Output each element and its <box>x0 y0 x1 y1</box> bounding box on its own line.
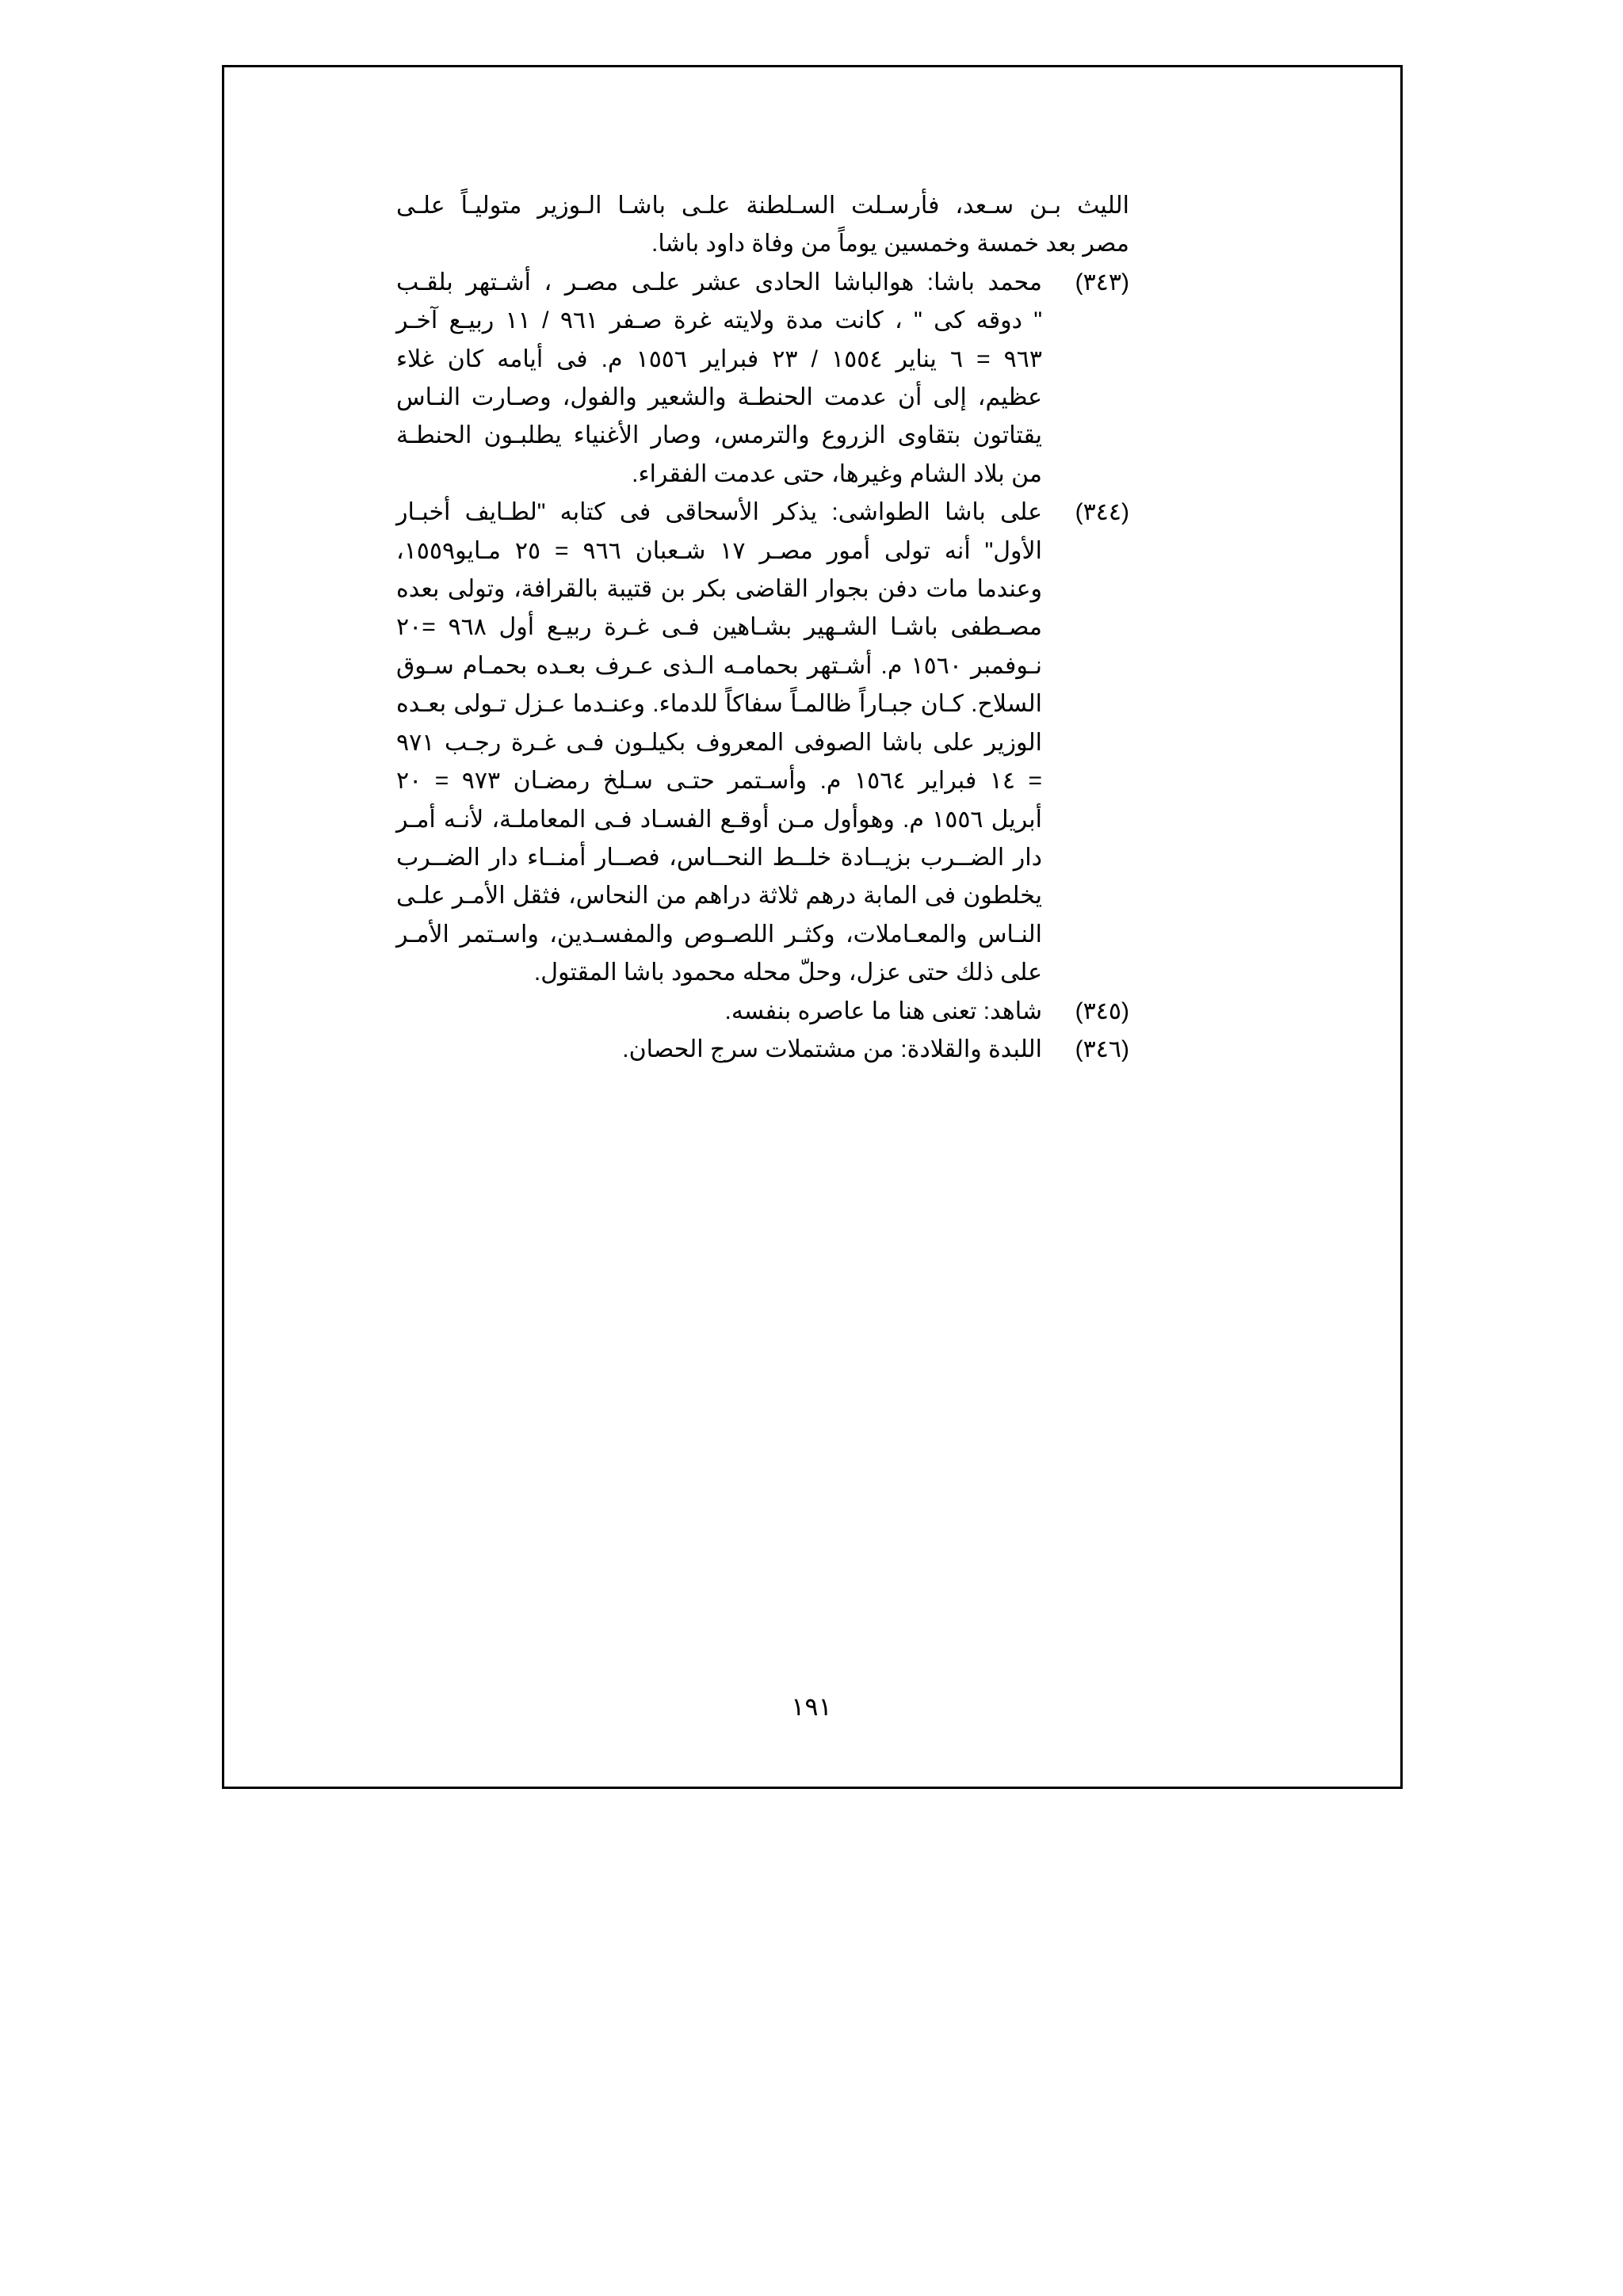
footnote-line: يقتاتون بتقاوى الزروع والترمس، وصار الأغنياء يطلبـون الحنطـة <box>396 422 1043 449</box>
footnote-line: دار الضــرب بزيــادة خلــط النحــاس، فصــار أمنــاء دار الضــرب <box>396 844 1042 871</box>
footnote-line: عظيم، إلى أن عدمت الحنطـة والشعير والفول، وصـارت النـاس <box>396 384 1042 411</box>
page-number: ١٩١ <box>791 1692 832 1721</box>
footnote-line: النـاس والمعـاملات، وكثـر اللصـوص والمفسـدين، واسـتمر الأمـر <box>396 921 1042 948</box>
footnote-line: ٩٦٣ = ٦ يناير ١٥٥٤ / ٢٣ فبراير ١٥٥٦ م. فى أيامه كان غلاء <box>396 345 1042 372</box>
footnote-line: اللبدة والقلادة: من مشتملات سرج الحصان. <box>622 1035 1042 1062</box>
footnote-number: (٣٤٣) <box>1075 269 1129 296</box>
footnote-line: من بلاد الشام وغيرها، حتى عدمت الفقراء. <box>632 460 1042 487</box>
footnote-line: على باشا الطواشى: يذكر الأسحاقى فى كتابه "لطـايف أخبـار <box>396 499 1042 526</box>
footnote-343 <box>396 264 1129 302</box>
footnote-line: محمد باشا: هوالباشا الحادى عشر علـى مصـر ، أشـتهر بلقـب <box>396 269 1042 296</box>
footnote-line: السلاح. كـان جبـاراً ظالمـاً سفاكاً للدماء. وعنـدما عـزل تـولى بعـده <box>396 691 1042 718</box>
footnote-line: الوزير على باشا الصوفى المعروف بكيلـون فـى غـرة رجـب ٩٧١ <box>396 729 1042 756</box>
footnote-number: (٣٤٦) <box>1075 1035 1129 1062</box>
footnote-number: (٣٤٤) <box>1075 499 1129 526</box>
footnote-line: شاهد: تعنى هنا ما عاصره بنفسه. <box>724 997 1042 1024</box>
intro-line: مصر بعد خمسة وخمسين يوماً من وفاة داود باشا. <box>651 231 1129 257</box>
footnote-line: " دوقه كى " ، كانت مدة ولايته غرة صـفر ٩٦١ / ١١ ربيـع آخـر <box>396 307 1042 334</box>
footnote-line: نـوفمبر ١٥٦٠ م. أشـتهر بحمامـه الـذى عـرف بعـده بحمـام سـوق <box>396 652 1042 679</box>
footnote-line: وعندما مات دفن بجوار القاضى بكر بن قتيبة بالقرافة، وتولى بعده <box>396 576 1042 603</box>
footnote-line: الأول" أنه تولى أمور مصـر ١٧ شـعبان ٩٦٦ = ٢٥ مـايو١٥٥٩، <box>396 537 1042 564</box>
footnote-345 <box>396 993 1129 1031</box>
footnote-346 <box>396 1031 1129 1069</box>
footnote-line: على ذلك حتى عزل، وحلّ محله محمود باشا المقتول. <box>533 959 1042 986</box>
footnote-line: أبريل ١٥٥٦ م. وهوأول مـن أوقـع الفسـاد فـى المعاملـة، لأنـه أمـر <box>396 806 1042 833</box>
footnote-number: (٣٤٥) <box>1075 997 1129 1024</box>
footnote-344 <box>396 494 1129 532</box>
footnote-line: = ١٤ فبراير ١٥٦٤ م. وأسـتمر حتـى سـلخ رمضـان ٩٧٣ = ٢٠ <box>396 768 1042 795</box>
footnote-line: يخلطون فى المابة درهم ثلاثة دراهم من النحاس، فثقل الأمـر علـى <box>396 883 1042 910</box>
footnote-line: مصـطفى باشـا الشـهير بشـاهين فـى غـرة ربيـع أول ٩٦٨ =٢٠ <box>396 614 1043 641</box>
footnotes-text <box>396 187 1129 1069</box>
intro-line: الليث بـن سـعد، فأرسـلت السـلطنة علـى باشـا الـوزير متوليـاً علـى <box>396 193 1129 219</box>
